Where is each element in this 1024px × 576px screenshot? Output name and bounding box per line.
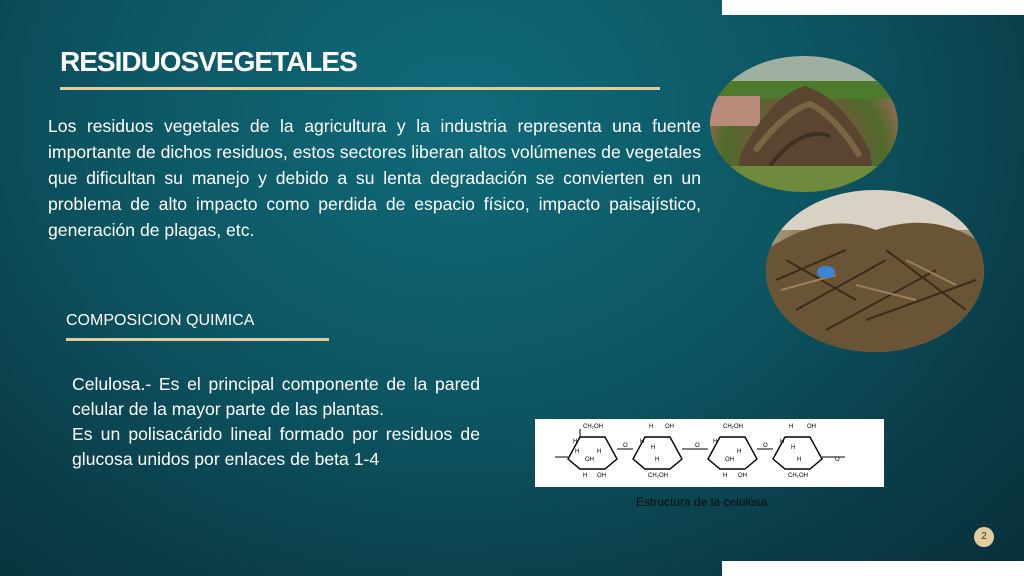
- svg-text:OH: OH: [665, 424, 674, 430]
- svg-text:O: O: [623, 443, 628, 449]
- svg-text:H: H: [780, 439, 785, 445]
- slide-title: RESIDUOSVEGETALES: [60, 46, 357, 77]
- svg-text:H: H: [573, 439, 578, 445]
- svg-text:H: H: [713, 439, 718, 445]
- svg-text:H: H: [575, 449, 580, 455]
- svg-text:CH₂OH: CH₂OH: [583, 424, 603, 430]
- svg-text:H: H: [649, 424, 654, 430]
- svg-text:O: O: [763, 443, 768, 449]
- svg-text:H: H: [791, 445, 796, 451]
- glucose-ring-1: [568, 424, 628, 479]
- cellulose-definition: Celulosa.- Es el principal componente de la pared celular de la mayor parte de las plantas.: [72, 374, 480, 419]
- cellulose-polysaccharide: Es un polisacárido lineal formado por residuos de glucosa unidos por enlaces de beta 1-4: [72, 424, 480, 469]
- svg-text:OH: OH: [585, 457, 594, 463]
- svg-text:H: H: [651, 445, 656, 451]
- svg-text:H: H: [640, 439, 645, 445]
- section-underline: [66, 338, 329, 341]
- svg-text:H: H: [737, 449, 742, 455]
- title-underline: [60, 87, 660, 90]
- glucose-ring-3: [695, 424, 768, 479]
- svg-text:OH: OH: [738, 473, 747, 479]
- svg-text:OH: OH: [807, 424, 816, 430]
- glucose-ring-4: [773, 424, 840, 479]
- intro-paragraph: Los residuos vegetales de la agricultura y la industria representa una fuente importante de dichos residuos, estos sectores liberan altos volúmenes de vegetales que dificultan su manejo y debido a su lenta degradación se convierten en un problema de alto impacto como perdida de espacio físico, impacto paisajístico, generación de plagas, etc.: [48, 116, 701, 240]
- page-number-badge: 2: [974, 527, 994, 547]
- svg-text:H: H: [789, 424, 794, 430]
- svg-text:O: O: [695, 443, 700, 449]
- svg-text:H: H: [583, 473, 588, 479]
- plant-waste-pile-photo: [710, 56, 898, 192]
- top-white-bar: [722, 0, 1024, 15]
- svg-text:CH₂OH: CH₂OH: [723, 424, 743, 430]
- cellulose-description: [72, 372, 480, 472]
- cellulose-structure-diagram: [535, 419, 884, 487]
- svg-text:O: O: [835, 457, 840, 463]
- svg-text:H: H: [723, 473, 728, 479]
- bottom-white-bar: [722, 561, 1024, 576]
- dry-branches-photo: [766, 190, 984, 352]
- svg-text:OH: OH: [597, 473, 606, 479]
- svg-text:H: H: [597, 449, 602, 455]
- glucose-ring-2: [633, 424, 682, 479]
- section-title: COMPOSICION QUIMICA: [66, 312, 255, 329]
- svg-text:OH: OH: [725, 457, 734, 463]
- svg-text:CH₂OH: CH₂OH: [788, 473, 808, 479]
- svg-text:CH₂OH: CH₂OH: [648, 473, 668, 479]
- svg-text:H: H: [655, 457, 660, 463]
- diagram-caption: Estructura de la celulosa: [636, 495, 768, 509]
- svg-text:H: H: [797, 457, 802, 463]
